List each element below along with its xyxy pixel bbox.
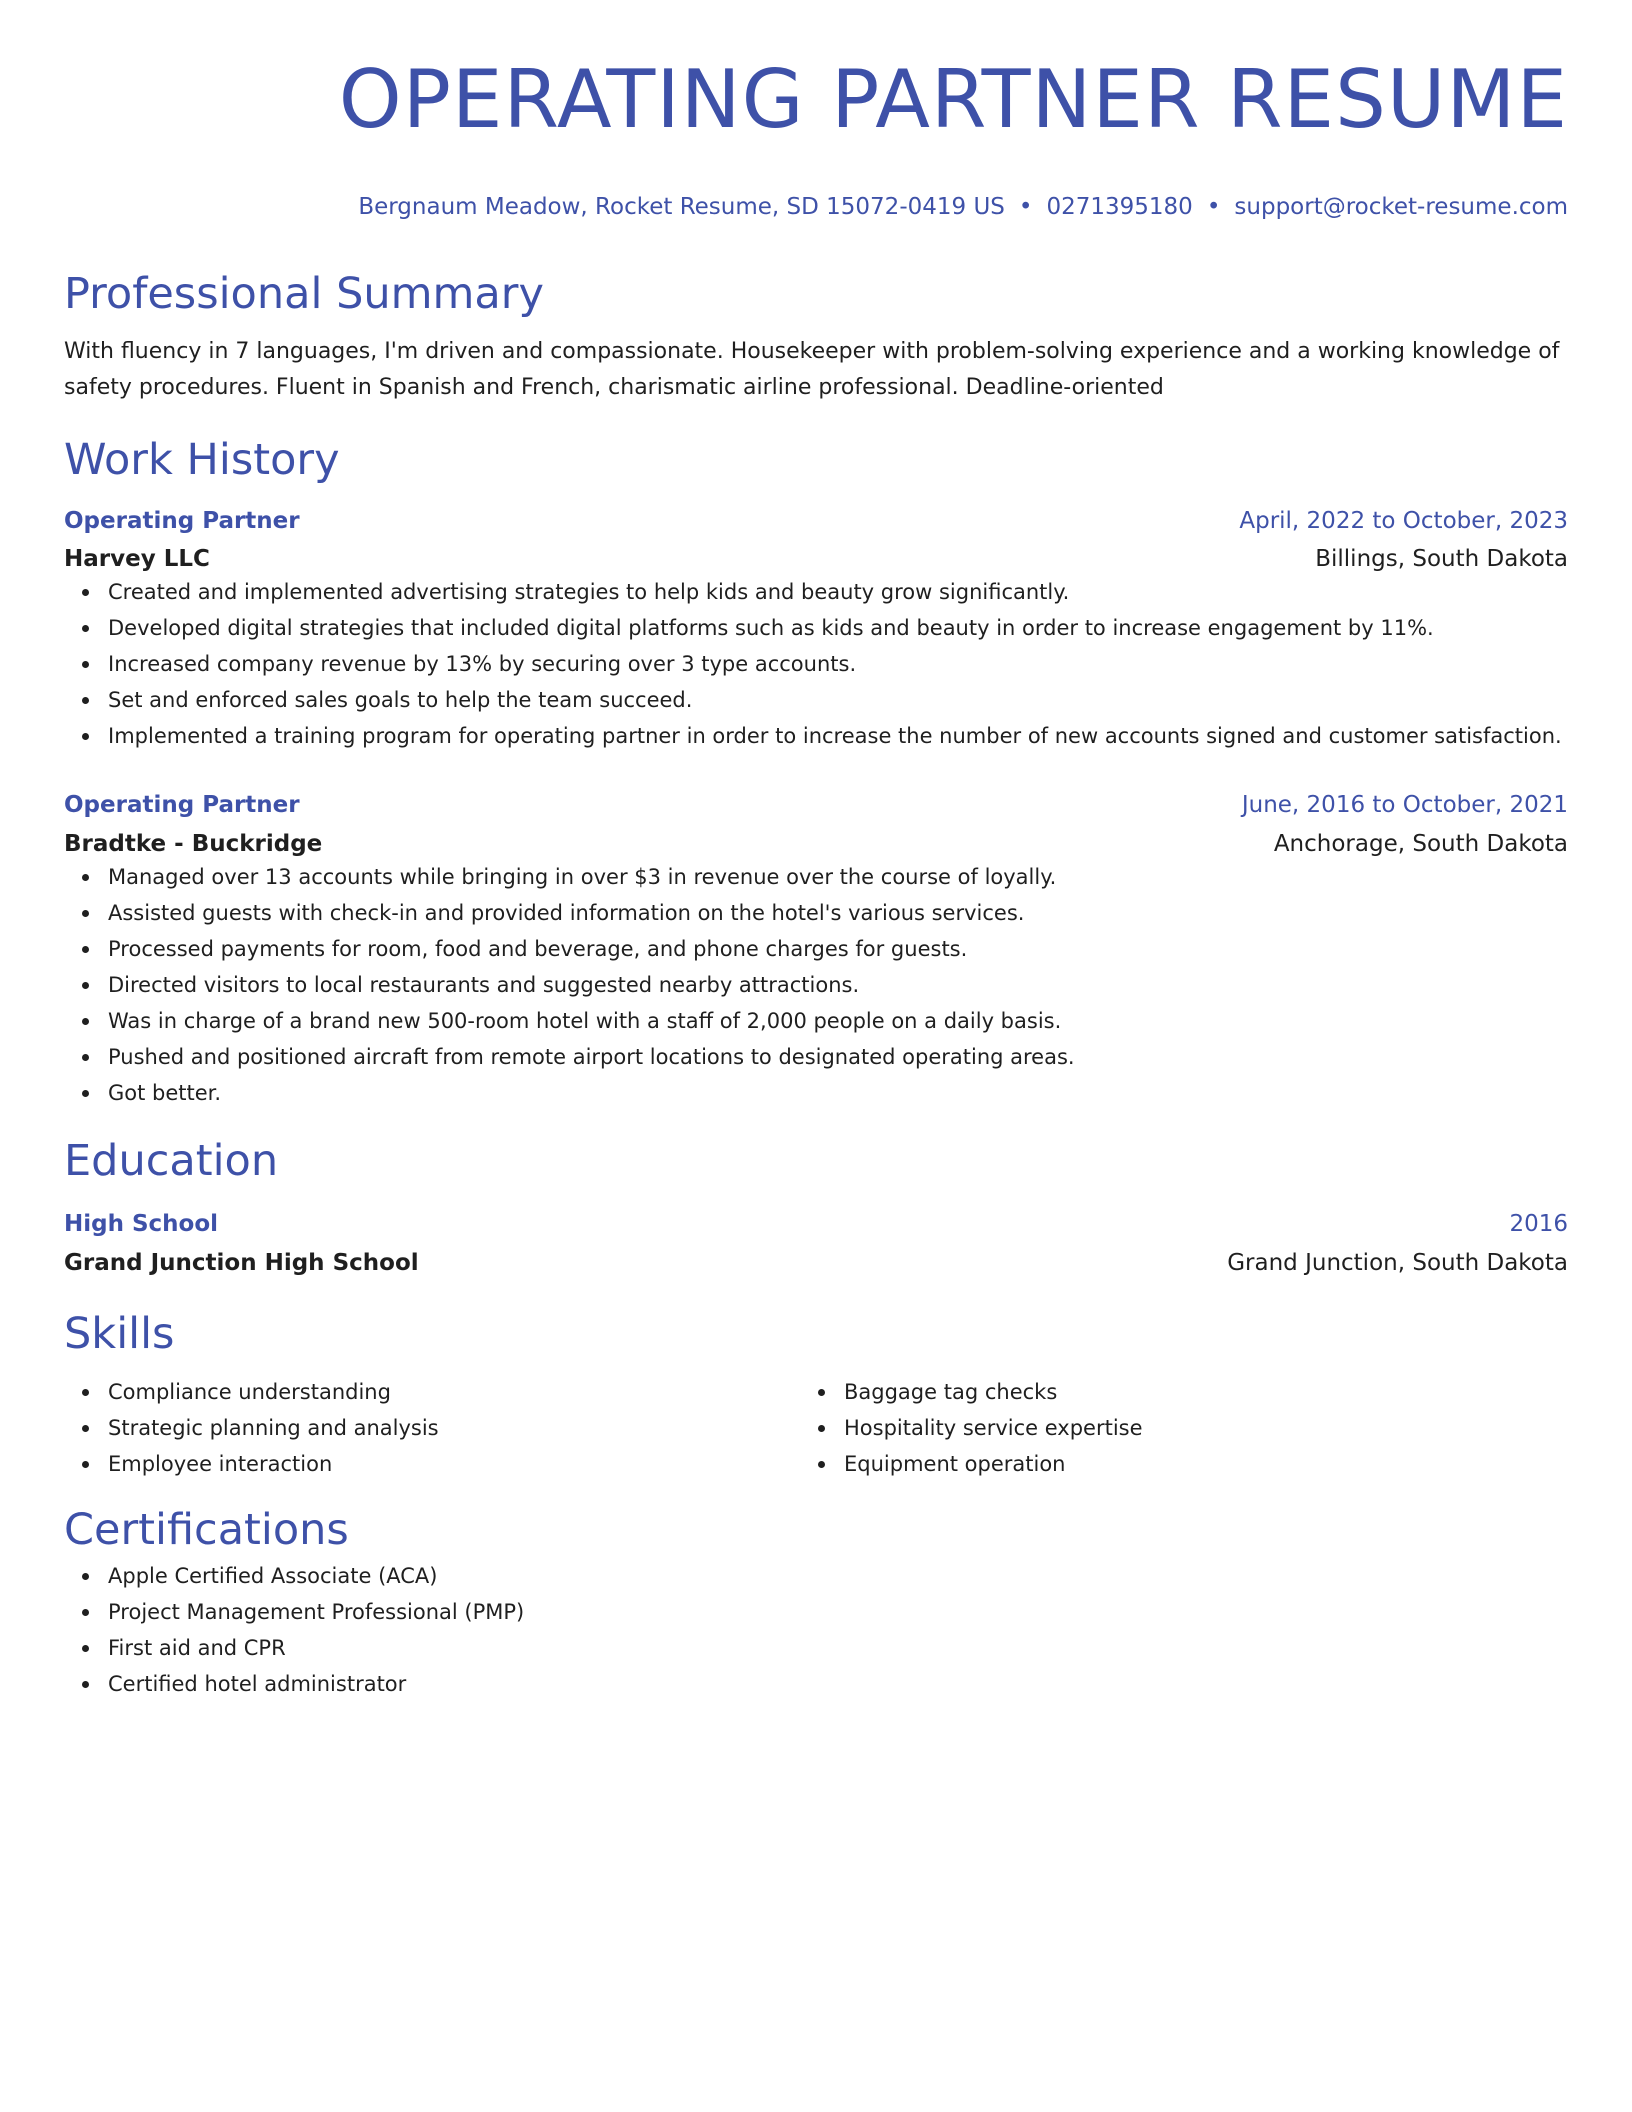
job-location: Anchorage, South Dakota bbox=[1273, 831, 1568, 857]
job-company: Harvey LLC bbox=[64, 546, 210, 572]
education-header bbox=[64, 1209, 1568, 1239]
skills-columns bbox=[64, 1374, 1568, 1482]
skill-item: Employee interaction bbox=[108, 1446, 800, 1482]
certification-item: Project Management Professional (PMP) bbox=[108, 1594, 1568, 1630]
education-heading: Education bbox=[64, 1136, 279, 1186]
certification-item: Certified hotel administrator bbox=[108, 1666, 1568, 1702]
summary-heading: Professional Summary bbox=[64, 269, 544, 319]
job-dates: April, 2022 to October, 2023 bbox=[1239, 508, 1568, 534]
work-history-heading: Work History bbox=[64, 435, 340, 485]
job-bullet: Pushed and positioned aircraft from remote airport locations to designated operating areas. bbox=[108, 1039, 1568, 1075]
job-header bbox=[64, 790, 1568, 820]
skill-item: Equipment operation bbox=[844, 1446, 1536, 1482]
skills-list bbox=[800, 1374, 1536, 1482]
job-bullet: Developed digital strategies that included digital platforms such as kids and beauty in order to increase engagement by 11%. bbox=[108, 610, 1568, 646]
certifications-list bbox=[64, 1558, 1568, 1702]
summary-text: With fluency in 7 languages, I'm driven and compassionate. Housekeeper with problem-solving experience and a working knowledge of safety procedures. Fluent in Spanish and French, charismatic airline professional. Deadline-oriented bbox=[64, 339, 1560, 400]
skills-heading: Skills bbox=[64, 1309, 175, 1359]
certification-item: Apple Certified Associate (ACA) bbox=[108, 1558, 1568, 1594]
contact-separator: • bbox=[1018, 194, 1033, 220]
job-bullet: Set and enforced sales goals to help the team succeed. bbox=[108, 682, 1568, 718]
job-bullet: Implemented a training program for operating partner in order to increase the number of new accounts signed and customer satisfaction. bbox=[108, 718, 1568, 754]
education-location: Grand Junction, South Dakota bbox=[1227, 1250, 1568, 1276]
job-bullets bbox=[64, 859, 1568, 1111]
skills-list bbox=[64, 1374, 800, 1482]
certification-item: First aid and CPR bbox=[108, 1630, 1568, 1666]
education-school: Grand Junction High School bbox=[64, 1250, 419, 1276]
job-company-row bbox=[64, 544, 1568, 574]
job-dates: June, 2016 to October, 2021 bbox=[1241, 792, 1568, 818]
skill-item: Compliance understanding bbox=[108, 1374, 800, 1410]
skills-column-left bbox=[64, 1374, 800, 1482]
job-bullet: Managed over 13 accounts while bringing in over $3 in revenue over the course of loyally. bbox=[108, 859, 1568, 895]
education-school-row bbox=[64, 1248, 1568, 1278]
job-company: Bradtke - Buckridge bbox=[64, 831, 323, 857]
job-header bbox=[64, 506, 1568, 536]
job-bullet: Got better. bbox=[108, 1075, 1568, 1111]
job-title: Operating Partner bbox=[64, 792, 300, 818]
education-degree: High School bbox=[64, 1211, 219, 1237]
contact-separator: • bbox=[1206, 194, 1221, 220]
job-bullet: Increased company revenue by 13% by securing over 3 type accounts. bbox=[108, 646, 1568, 682]
job-bullet: Was in charge of a brand new 500-room hotel with a staff of 2,000 people on a daily basis. bbox=[108, 1003, 1568, 1039]
contact-phone: 0271395180 bbox=[1046, 194, 1193, 220]
skill-item: Baggage tag checks bbox=[844, 1374, 1536, 1410]
contact-email: support@rocket-resume.com bbox=[1234, 194, 1568, 220]
job-bullet: Assisted guests with check-in and provided information on the hotel's various services. bbox=[108, 895, 1568, 931]
job-bullet: Processed payments for room, food and beverage, and phone charges for guests. bbox=[108, 931, 1568, 967]
resume-title: OPERATING PARTNER RESUME bbox=[338, 53, 1568, 146]
skill-item: Strategic planning and analysis bbox=[108, 1410, 800, 1446]
job-entry bbox=[64, 506, 1568, 754]
job-bullets bbox=[64, 574, 1568, 754]
skill-item: Hospitality service expertise bbox=[844, 1410, 1536, 1446]
job-entry bbox=[64, 790, 1568, 1111]
certifications-heading: Certifications bbox=[64, 1505, 349, 1555]
skills-column-right bbox=[800, 1374, 1536, 1482]
job-bullet: Created and implemented advertising strategies to help kids and beauty grow significantly. bbox=[108, 574, 1568, 610]
contact-line bbox=[64, 192, 1568, 222]
job-location: Billings, South Dakota bbox=[1315, 546, 1568, 572]
education-year: 2016 bbox=[1509, 1211, 1568, 1237]
job-bullet: Directed visitors to local restaurants and suggested nearby attractions. bbox=[108, 967, 1568, 1003]
contact-address: Bergnaum Meadow, Rocket Resume, SD 15072-0419 US bbox=[358, 194, 1005, 220]
job-title: Operating Partner bbox=[64, 508, 300, 534]
job-company-row bbox=[64, 829, 1568, 859]
